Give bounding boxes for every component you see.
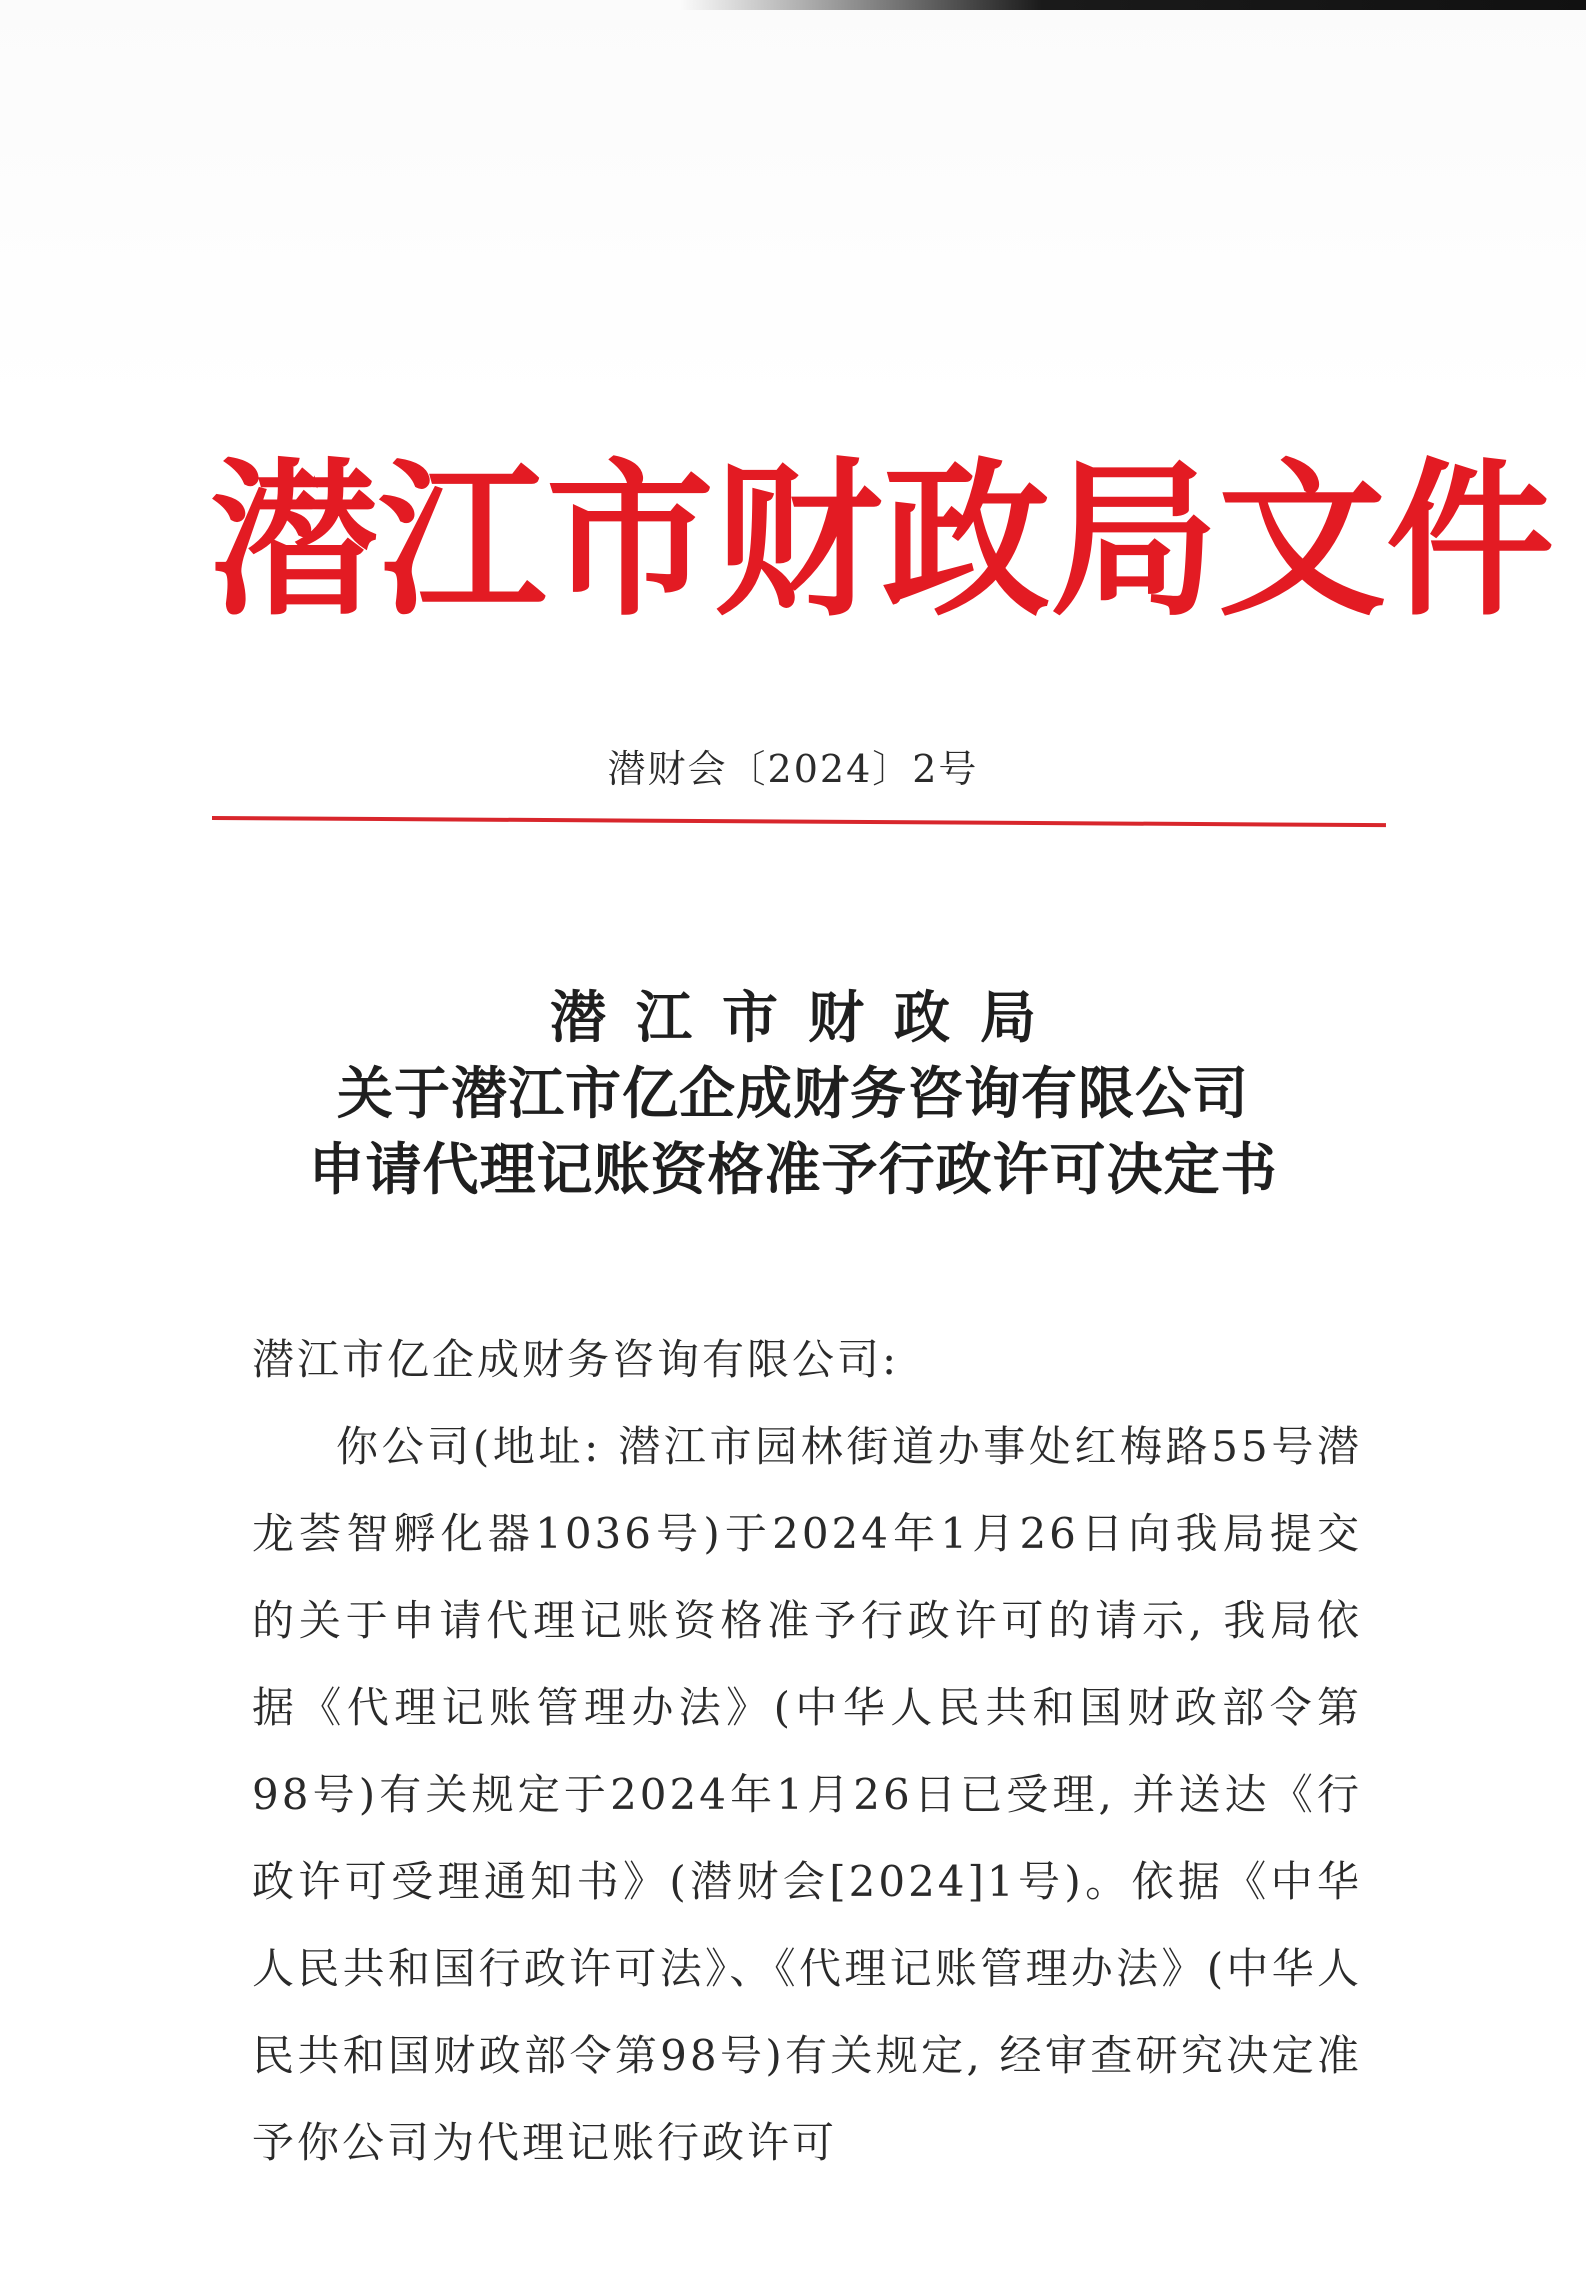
header-char: 江 bbox=[378, 441, 546, 639]
header-char: 潜 bbox=[210, 441, 378, 639]
header-char: 政 bbox=[882, 441, 1050, 639]
red-divider-line bbox=[212, 816, 1386, 827]
header-char: 财 bbox=[714, 441, 882, 639]
body-paragraph: 你公司(地址: 潜江市园林街道办事处红梅路55号潜龙荟智孵化器1036号)于2024年1月26日向我局提交的关于申请代理记账资格准予行政许可的请示, 我局依据《代理记账管理办法》(中华人民共和国财政部令第98号)有关规定于2024年1月26日已受理, 并送达《行政许可受理通知书》(潜财会[2024]1号)。依据《中华人民共和国行政许可法》、《代理记账管理办法》(中华人民共和国财政部令第98号)有关规定, 经审查研究决定准予你公司为代理记账行政许可 bbox=[252, 1422, 1362, 2167]
header-char: 市 bbox=[546, 441, 714, 639]
header-char: 件 bbox=[1386, 441, 1554, 639]
scan-shadow-edge bbox=[680, 0, 1586, 10]
subject-line-decision: 申请代理记账资格准予行政许可决定书 bbox=[308, 1137, 1278, 1203]
subject-line-issuer: 潜江市财政局 bbox=[550, 985, 1066, 1051]
document-subject bbox=[0, 980, 1586, 1208]
header-char: 局 bbox=[1050, 441, 1218, 639]
document-number: 潜财会〔2024〕2号 bbox=[607, 747, 979, 791]
issuer-header-title bbox=[210, 441, 1554, 639]
addressee: 潜江市亿企成财务咨询有限公司: bbox=[252, 1335, 900, 1384]
subject-line-regarding: 关于潜江市亿企成财务咨询有限公司 bbox=[337, 1061, 1249, 1127]
document-body bbox=[252, 1316, 1362, 2186]
header-char: 文 bbox=[1218, 441, 1386, 639]
